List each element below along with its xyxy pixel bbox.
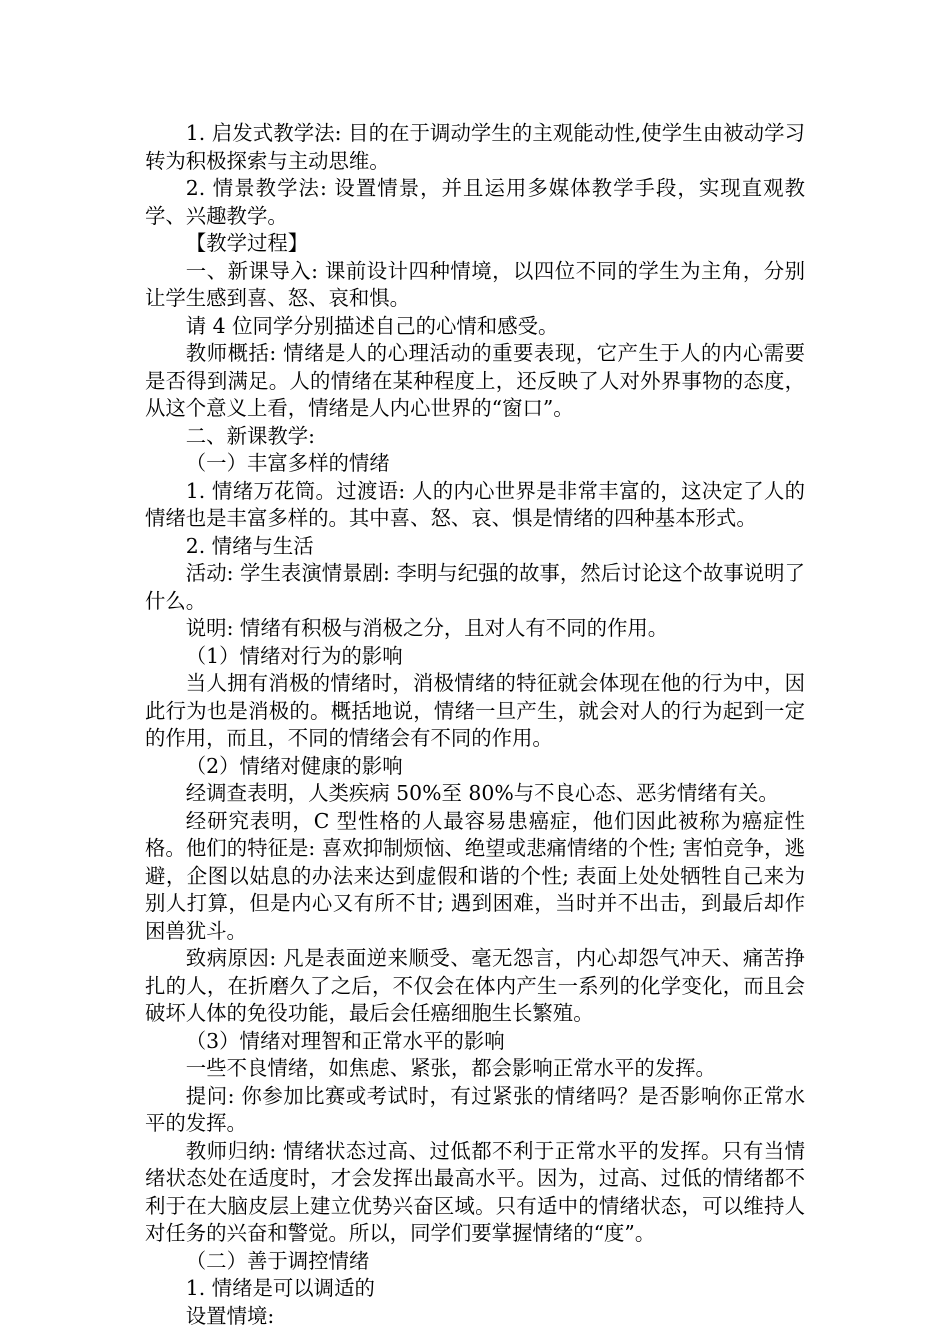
paragraph-student-task: 请 4 位同学分别描述自己的心情和感受。	[185, 313, 559, 338]
paragraph-method-scenario: 2. 情景教学法: 设置情景，并且运用多媒体教学手段，实现直观教学、兴趣教学。	[145, 176, 805, 228]
paragraph-set-scenario: 设置情境:	[185, 1303, 275, 1328]
paragraph-lesson-intro: 一、新课导入: 课前设计四种情境，以四位不同的学生为主角，分别让学生感到喜、怒、哀和惧。	[145, 258, 805, 310]
heading-effect-on-reason: （3）情绪对理智和正常水平的影响	[185, 1028, 505, 1053]
paragraph-type-c-personality: 经研究表明，C 型性格的人最容易患癌症，他们因此被称为癌症性格。他们的特征是: 喜欢抑制烦恼、绝望或悲痛情绪的个性; 害怕竞争，逃避，企图以姑息的办法来达到虚假和谐的个性; 表面上处处牺牲自己来为别人打算，但是内心又有所不甘; 遇到困难，当时并不出击，到最后却作困兽犹斗。	[145, 808, 805, 943]
paragraph-explanation: 说明: 情绪有积极与消极之分，且对人有不同的作用。	[185, 616, 669, 640]
heading-rich-emotions: （一）丰富多样的情绪	[185, 451, 390, 475]
heading-effect-on-behavior: （1）情绪对行为的影响	[185, 643, 403, 668]
paragraph-survey: 经调查表明，人类疾病 50%至 80%与不良心态、恶劣情绪有关。	[185, 781, 779, 805]
paragraph-teacher-summary: 教师概括: 情绪是人的心理活动的重要表现，它产生于人的内心需要是否得到满足。人的情绪在某种程度上，还反映了人对外界事物的态度，从这个意义上看，情绪是人内心世界的“窗口”。	[145, 341, 805, 420]
section-heading-teaching-process: 【教学过程】	[185, 231, 309, 255]
heading-new-lesson: 二、新课教学:	[185, 423, 316, 448]
paragraph-method-heuristic: 1. 启发式教学法: 目的在于调动学生的主观能动性,使学生由被动学习转为积极探索与主动思维。	[145, 121, 805, 173]
heading-emotion-and-life: 2. 情绪与生活	[185, 533, 314, 558]
paragraph-teacher-conclusion: 教师归纳: 情绪状态过高、过低都不利于正常水平的发挥。只有当情绪状态处在适度时，才会发挥出最高水平。因为，过高、过低的情绪都不利于在大脑皮层上建立优势兴奋区域。只有适中的情绪状态，可以维持人对任务的兴奋和警觉。所以，同学们要掌握情绪的“度”。	[145, 1138, 805, 1245]
heading-effect-on-health: （2）情绪对健康的影响	[185, 753, 403, 778]
paragraph-bad-emotions: 一些不良情绪，如焦虑、紧张，都会影响正常水平的发挥。	[185, 1056, 716, 1080]
paragraph-activity: 活动: 学生表演情景剧: 李明与纪强的故事，然后讨论这个故事说明了什么。	[145, 561, 805, 613]
heading-emotions-adjustable: 1. 情绪是可以调适的	[185, 1276, 375, 1300]
paragraph-disease-cause: 致病原因: 凡是表面逆来顺受、毫无怨言，内心却怨气冲天、痛苦挣扎的人，在折磨久了之后，不仅会在体内产生一系列的化学变化，而且会破坏人体的免役功能，最后会任癌细胞生长繁殖。	[145, 946, 805, 1025]
heading-regulate-emotions: （二）善于调控情绪	[185, 1248, 370, 1273]
document-page	[145, 120, 805, 1330]
paragraph-behavior: 当人拥有消极的情绪时，消极情绪的特征就会体现在他的行为中，因此行为也是消极的。概括地说，情绪一旦产生，就会对人的行为起到一定的作用，而且，不同的情绪会有不同的作用。	[145, 671, 805, 750]
paragraph-emotion-kaleidoscope: 1. 情绪万花筒。过渡语: 人的内心世界是非常丰富的，这决定了人的情绪也是丰富多样的。其中喜、怒、哀、惧是情绪的四种基本形式。	[145, 478, 805, 530]
paragraph-question: 提问: 你参加比赛或考试时，有过紧张的情绪吗？是否影响你正常水平的发挥。	[145, 1083, 805, 1135]
